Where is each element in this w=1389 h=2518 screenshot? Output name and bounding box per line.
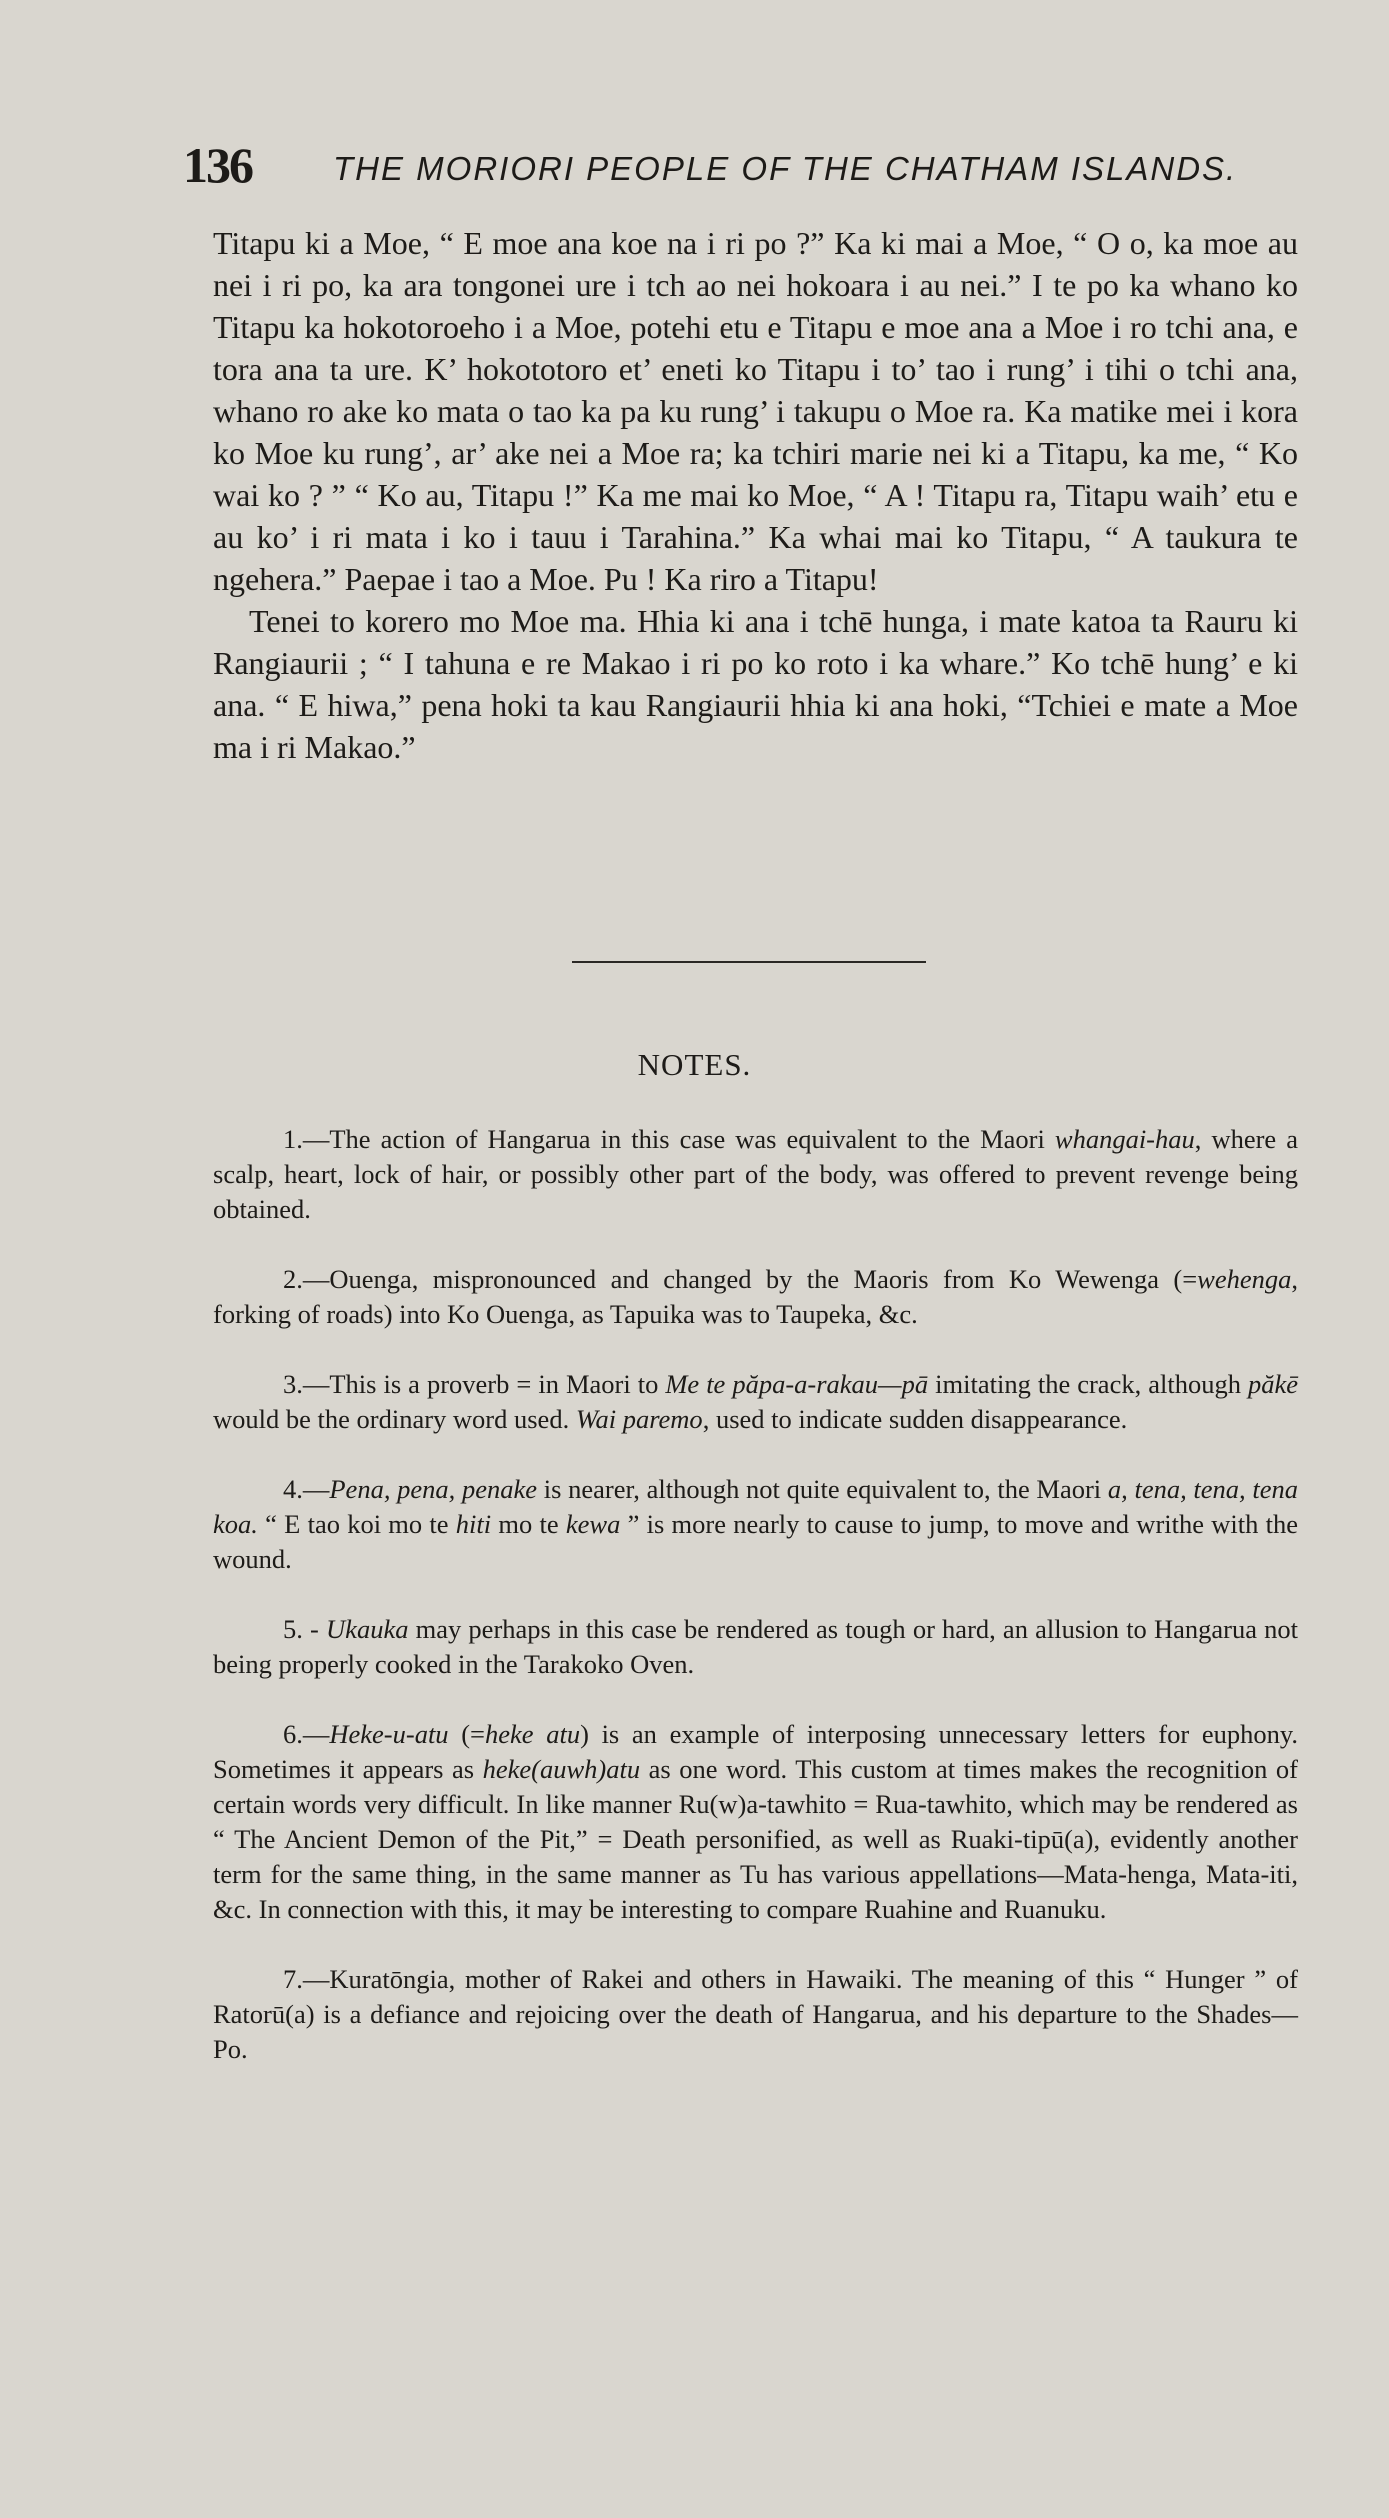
note-2 <box>213 1262 1298 1332</box>
note-text: “ E tao koi mo te <box>257 1509 456 1539</box>
note-3 <box>213 1367 1298 1437</box>
note-text: 1.—The action of Hangarua in this case was equivalent to the Maori <box>283 1124 1055 1154</box>
note-text: 7.—Kuratōngia, mother of Rakei and others in Hawaiki. The meaning of this “ Hunger ” of Ratorū(a) is a defiance and rejoicing over the death of Hangarua, and his departure to the Shades—Po. <box>213 1964 1298 2064</box>
note-text: imitating the crack, although <box>928 1369 1248 1399</box>
body-paragraph: Titapu ki a Moe, “ E moe ana koe na i ri po ?” Ka ki mai a Moe, “ O o, ka moe au nei i ri po, ka ara tongonei ure i tch ao nei hokoara i au nei.” I te po ka whano ko Titapu ka hokotoroeho i a Moe, potehi etu e Titapu e moe ana a Moe i ro tchi ana, e tora ana ta ure. K’ hokototoro et’ eneti ko Titapu i to’ tao i rung’ i tihi o tchi ana, whano ro ake ko mata o tao ka pa ku rung’ i takupu o Moe ra. Ka matike mei i kora ko Moe ku rung’, ar’ ake nei a Moe ra; ka tchiri marie nei ki a Titapu, ka me, “ Ko wai ko ? ” “ Ko au, Titapu !” Ka me mai ko Moe, “ A ! Titapu ra, Titapu waih’ etu e au ko’ i ri mata i ko i tauu i Tarahina.” Ka whai mai ko Titapu, “ A taukura te ngehera.” Paepae i tao a Moe. Pu ! Ka riro a Titapu! <box>213 225 1298 597</box>
note-6 <box>213 1717 1298 1927</box>
note-text: , forking of roads) into Ko Ouenga, as Tapuika was to Taupeka, &c. <box>213 1264 1298 1329</box>
note-text: 3.—This is a proverb = in Maori to <box>283 1369 666 1399</box>
note-1 <box>213 1122 1298 1227</box>
note-italic-term: Ukauka <box>326 1614 409 1644</box>
moriori-text-body <box>213 222 1298 768</box>
note-italic-term: kewa <box>565 1509 621 1539</box>
note-text: as one word. This custom at times makes the recognition of certain words very difficult. In like manner Ru(w)a-tawhito = Rua-tawhito, which may be rendered as “ The Ancient Demon of the Pit,” = Death personified, as well as Ruaki-tipū(a), evidently another term for the same thing, in the same manner as Tu has various appellations—Mata-henga, Mata-iti, &c. In connection with this, it may be interesting to compare Ruahine and Ruanuku. <box>213 1754 1298 1924</box>
running-title: THE MORIORI PEOPLE OF THE CHATHAM ISLANDS. <box>333 150 1238 187</box>
note-text: 2.—Ouenga, mispronounced and changed by the Maoris from Ko Wewenga (= <box>283 1264 1198 1294</box>
note-text: 4.— <box>283 1474 330 1504</box>
note-text: (= <box>448 1719 485 1749</box>
note-italic-term: Wai paremo <box>575 1404 703 1434</box>
note-italic-term: a, tena, tena, tena koa. <box>213 1474 1299 1539</box>
notes-list <box>213 1122 1298 2102</box>
note-text: ” is more nearly to cause to jump, to move and writhe with the wound. <box>213 1509 1298 1574</box>
note-italic-term: Me te păpa-a-rakau—pā <box>665 1369 929 1399</box>
note-5 <box>213 1612 1298 1682</box>
note-italic-term: heke(auwh)atu <box>482 1754 641 1784</box>
page-header <box>183 135 1303 195</box>
note-text: mo te <box>491 1509 566 1539</box>
note-italic-term: hiti <box>455 1509 492 1539</box>
note-italic-term: wehenga <box>1197 1264 1292 1294</box>
notes-heading: NOTES. <box>637 1047 752 1082</box>
section-divider <box>572 961 926 963</box>
note-text: would be the ordinary word used. <box>213 1404 576 1434</box>
note-text: 6.— <box>283 1719 330 1749</box>
note-italic-term: heke atu <box>485 1719 581 1749</box>
note-4 <box>213 1472 1298 1577</box>
note-italic-term: whangai-hau <box>1054 1124 1195 1154</box>
page-number: 136 <box>183 137 252 193</box>
note-text: is nearer, although not quite equivalent to, the Maori <box>537 1474 1108 1504</box>
note-italic-term: Pena, pena, penake <box>329 1474 538 1504</box>
note-italic-term: Heke-u-atu <box>329 1719 449 1749</box>
note-7 <box>213 1962 1298 2067</box>
body-paragraph: Tenei to korero mo Moe ma. Hhia ki ana i tchē hunga, i mate katoa ta Rauru ki Rangiaurii ; “ I tahuna e re Makao i ri po ko roto i ka whare.” Ko tchē hung’ e ki ana. “ E hiwa,” pena hoki ta kau Rangiaurii hhia ki ana hoki, “Tchiei e mate a Moe ma i ri Makao.” <box>213 603 1298 765</box>
note-text: ) is an example of interposing unnecessary letters for euphony. Sometimes it appears as <box>213 1719 1298 1784</box>
note-italic-term: păkē <box>1247 1369 1298 1399</box>
note-text: may perhaps in this case be rendered as tough or hard, an allusion to Hangarua not being properly cooked in the Tarakoko Oven. <box>213 1614 1299 1679</box>
note-text: , where a scalp, heart, lock of hair, or possibly other part of the body, was offered to prevent revenge being obtained. <box>213 1124 1298 1224</box>
note-text: 5. - <box>283 1614 327 1644</box>
note-text: , used to indicate sudden disappearance. <box>702 1404 1128 1434</box>
